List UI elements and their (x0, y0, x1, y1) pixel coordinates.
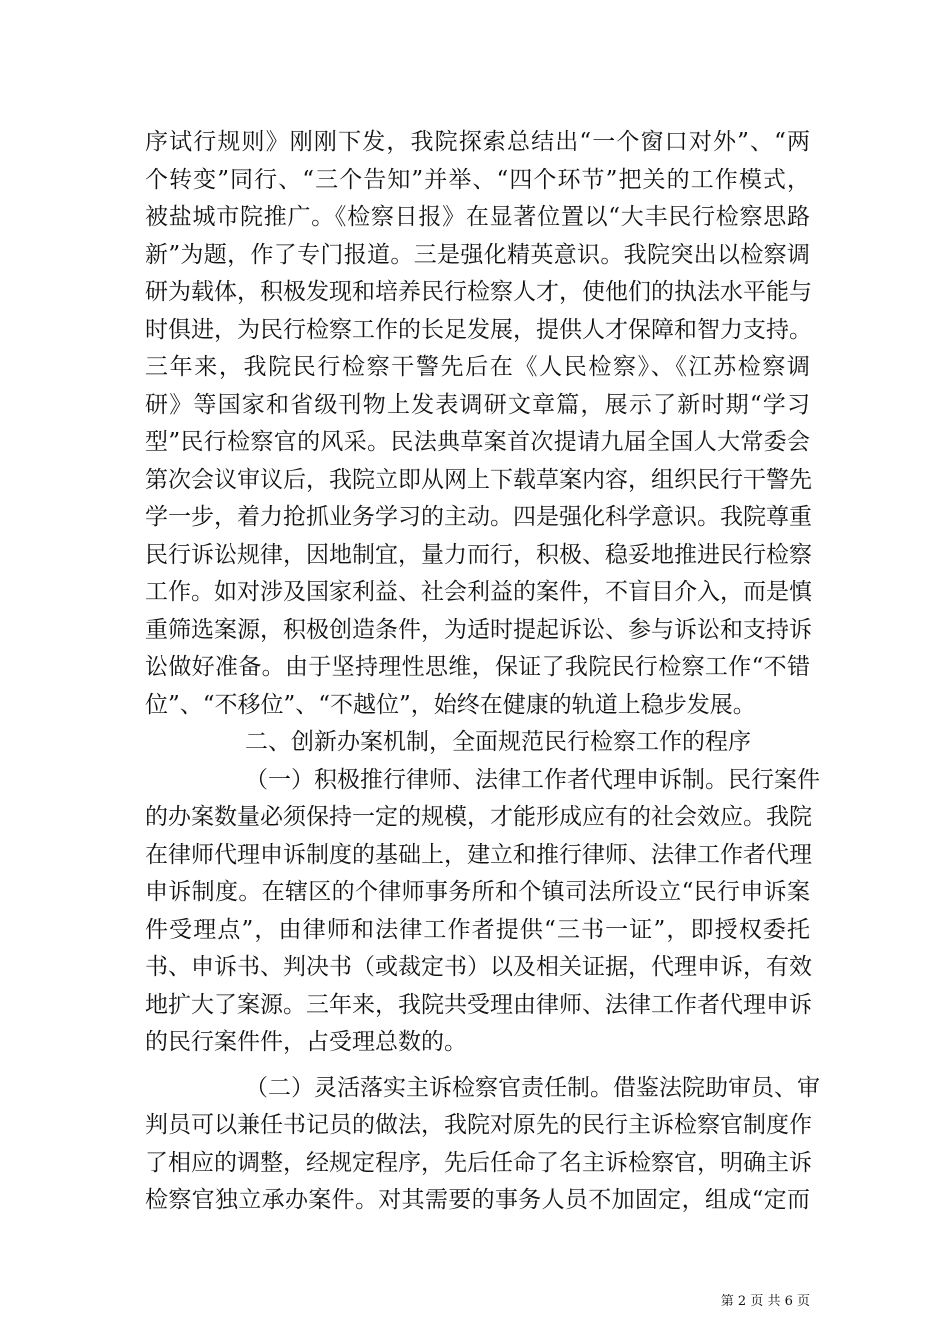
page-footer: 第 2 页 共 6 页 (720, 1294, 810, 1309)
text-line: 时俱进，为民行检察工作的长足发展，提供人才保障和智力支持。 (145, 316, 812, 343)
text-line: 重筛选案源，积极创造条件，为适时提起诉讼、参与诉讼和支持诉 (145, 616, 812, 643)
text-line: 新”为题，作了专门报道。三是强化精英意识。我院突出以检察调 (145, 241, 810, 268)
text-line: 判员可以兼任书记员的做法，我院对原先的民行主诉检察官制度作 (145, 1112, 812, 1138)
text-line: 学一步，着力抢抓业务学习的主动。四是强化科学意识。我院尊重 (145, 504, 812, 530)
paragraph-3 (145, 1070, 820, 1220)
text-line: 研》等国家和省级刊物上发表调研文章篇，展示了新时期“学习 (145, 391, 810, 418)
text-line: 工作。如对涉及国家利益、社会利益的案件，不盲目介入，而是慎 (145, 579, 812, 605)
text-line: 申诉制度。在辖区的个律师事务所和个镇司法所设立“民行申诉案 (145, 879, 810, 905)
text-line: 位”、“不移位”、“不越位”，始终在健康的轨道上稳步发展。 (145, 691, 756, 718)
text-line: 被盐城市院推广。《检察日报》在显著位置以“大丰民行检察思路 (145, 204, 810, 230)
text-line: 个转变”同行、“三个告知”并举、“四个环节”把关的工作模式， (145, 166, 810, 193)
section-heading: 二、创新办案机制，全面规范民行检察工作的程序 (245, 729, 751, 755)
text-line: 型”民行检察官的风采。民法典草案首次提请九届全国人大常委会 (145, 429, 810, 455)
text-line: 书、申诉书、判决书（或裁定书）以及相关证据，代理申诉，有效 (145, 954, 812, 980)
text-line: 研为载体，积极发现和培养民行检察人才，使他们的执法水平能与 (145, 279, 812, 305)
body-text (145, 124, 820, 1220)
text-line: 检察官独立承办案件。对其需要的事务人员不加固定，组成“定而 (145, 1187, 810, 1213)
text-line: 第次会议审议后，我院立即从网上下载草案内容，组织民行干警先 (145, 466, 812, 493)
paragraph-1 (145, 124, 810, 724)
text-line: 地扩大了案源。三年来，我院共受理由律师、法律工作者代理申诉 (145, 991, 812, 1018)
text-line: 的民行案件件，占受理总数的。 (145, 1029, 467, 1055)
paragraph-2 (145, 762, 820, 1062)
paragraph-spacer (145, 1062, 810, 1070)
text-line: （二）灵活落实主诉检察官责任制。借鉴法院助审员、审 (245, 1074, 820, 1101)
text-line: 民行诉讼规律，因地制宜，量力而行，积极、稳妥地推进民行检察 (145, 541, 812, 568)
text-line: 序试行规则》刚刚下发，我院探索总结出“一个窗口对外”、“两 (145, 129, 810, 155)
text-line: 的办案数量必须保持一定的规模，才能形成应有的社会效应。我院 (145, 804, 812, 830)
text-line: 三年来，我院民行检察干警先后在《人民检察》、《江苏检察调 (145, 354, 810, 380)
text-line: 了相应的调整，经规定程序，先后任命了名主诉检察官，明确主诉 (145, 1149, 812, 1176)
text-line: 讼做好准备。由于坚持理性思维，保证了我院民行检察工作“不错 (145, 654, 810, 680)
text-line: 件受理点”，由律师和法律工作者提供“三书一证”，即授权委托 (145, 916, 810, 943)
text-line: （一）积极推行律师、法律工作者代理申诉制。民行案件 (245, 766, 820, 793)
text-line: 在律师代理申诉制度的基础上，建立和推行律师、法律工作者代理 (145, 841, 812, 868)
